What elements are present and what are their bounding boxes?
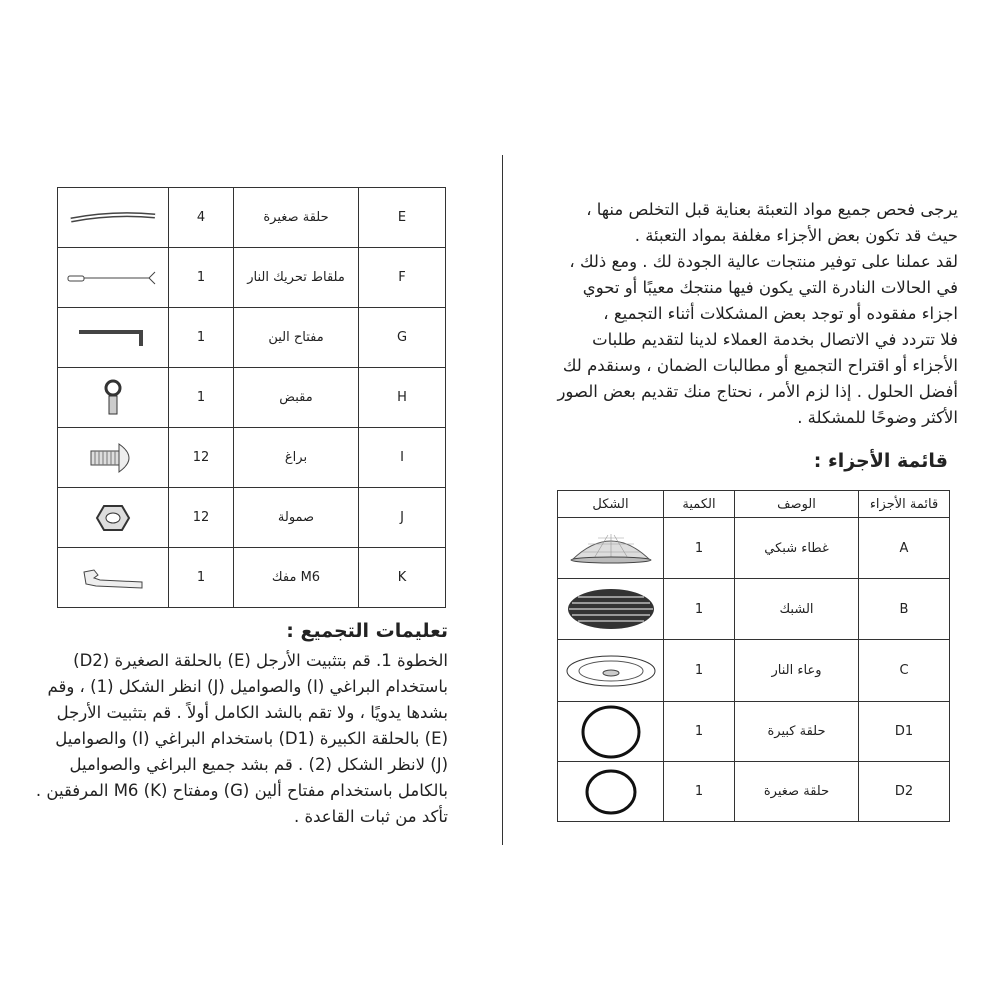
part-qty: 1 [169,248,234,308]
intro-line: الأجزاء أو اقتراح التجميع أو مطالبات الضمان ، وسنقدم لك [562,356,958,375]
intro-line: لقد عملنا على توفير منتجات عالية الجودة لك . ومع ذلك ، [569,252,958,271]
assembly-line: الخطوة 1. قم بتثبيت الأرجل (E) بالحلقة الصغيرة (D2) [73,651,448,670]
part-qty: 12 [169,428,234,488]
intro-line: فلا تتردد في الاتصال بخدمة العملاء لدينا لتقديم طلبات [592,330,958,349]
table-row [58,488,446,548]
assembly-heading: تعليمات التجميع : [286,620,448,642]
part-id: K [359,548,446,608]
part-qty: 12 [169,488,234,548]
part-qty: 1 [664,762,735,822]
header-part: قائمة الأجزاء [859,491,950,518]
intro-line: الأكثر وضوحًا للمشكلة . [797,408,958,427]
table-row [558,762,950,822]
table-row [58,428,446,488]
part-qty: 1 [169,308,234,368]
header-shape: الشكل [558,491,664,518]
part-desc: مقبض [234,368,359,428]
handle-icon [100,378,126,418]
part-id: E [359,188,446,248]
parts-heading: قائمة الأجزاء : [813,450,948,472]
intro-line: يرجى فحص جميع مواد التعبئة بعناية قبل التخلص منها ، [586,200,958,219]
part-id: B [859,579,950,640]
part-id: D2 [859,762,950,822]
wrench-icon [80,566,146,590]
assembly-line: باستخدام البراغي (I) والصواميل (J) انظر الشكل (1) ، وقم [47,677,448,696]
part-qty: 1 [664,640,735,702]
part-desc: حلقة صغيرة [234,188,359,248]
poker-icon [65,268,161,288]
parts-table-continued [57,187,446,608]
header-qty: الكمية [664,491,735,518]
table-row [58,248,446,308]
part-id: G [359,308,446,368]
table-row [558,702,950,762]
table-row [58,548,446,608]
part-qty: 1 [664,518,735,579]
large-ring-icon [579,704,643,760]
part-desc: ملقاط تحريك النار [234,248,359,308]
part-id: H [359,368,446,428]
table-row [558,640,950,702]
assembly-line: (J) لانظر الشكل (2) . قم بشد جميع البراغي والصواميل [69,755,448,774]
table-row [558,518,950,579]
assembly-line: تأكد من ثبات القاعدة . [293,807,448,826]
part-desc: مفتاح الين [234,308,359,368]
bolt-icon [85,440,141,476]
intro-line: في الحالات النادرة التي يكون فيها منتجك معيبًا أو تحوي [582,278,958,297]
part-desc: غطاء شبكي [735,518,859,579]
intro-line: حيث قد تكون بعض الأجزاء مغلفة بمواد التعبئة . [634,226,958,245]
part-desc: حلقة صغيرة [735,762,859,822]
part-id: A [859,518,950,579]
small-ring-icon [583,767,639,817]
allen-key-icon [75,326,151,350]
assembly-line: بشدها يدويًا ، ولا تقم بالشد الكامل أولاً . قم بتثبيت الأرجل [56,703,448,722]
part-qty: 1 [169,548,234,608]
table-row [58,368,446,428]
header-desc: الوصف [735,491,859,518]
mesh-lid-icon [568,530,654,566]
part-desc: صمولة [234,488,359,548]
parts-table [557,490,950,822]
intro-line: أفضل الحلول . إذا لزم الأمر ، نحتاج منك تقديم بعض الصور [557,382,958,401]
part-qty: 1 [169,368,234,428]
part-qty: 1 [664,579,735,640]
table-row [58,308,446,368]
intro-paragraph [557,197,958,431]
column-divider [502,155,503,845]
assembly-line: (E) بالحلقة الكبيرة (D1) باستخدام البراغي (I) والصواميل [55,729,448,748]
part-id: F [359,248,446,308]
part-desc: وعاء النار [735,640,859,702]
fire-bowl-icon [565,653,657,689]
table-row [558,579,950,640]
part-desc: براغ [234,428,359,488]
leg-icon [67,208,159,228]
assembly-paragraph [36,648,448,830]
part-qty: 1 [664,702,735,762]
assembly-line: بالكامل باستخدام مفتاح ألين (G) ومفتاح (K) M6 المرفقين . [35,781,448,800]
intro-line: اجزاء مفقوده أو توجد بعض المشكلات أثناء التجميع ، [603,304,958,323]
nut-icon [95,503,131,533]
part-id: C [859,640,950,702]
part-desc: M6 مفك [234,548,359,608]
part-id: I [359,428,446,488]
part-id: J [359,488,446,548]
part-desc: الشبك [735,579,859,640]
part-desc: حلقة كبيرة [735,702,859,762]
grate-icon [566,587,656,631]
table-row [58,188,446,248]
part-id: D1 [859,702,950,762]
part-qty: 4 [169,188,234,248]
